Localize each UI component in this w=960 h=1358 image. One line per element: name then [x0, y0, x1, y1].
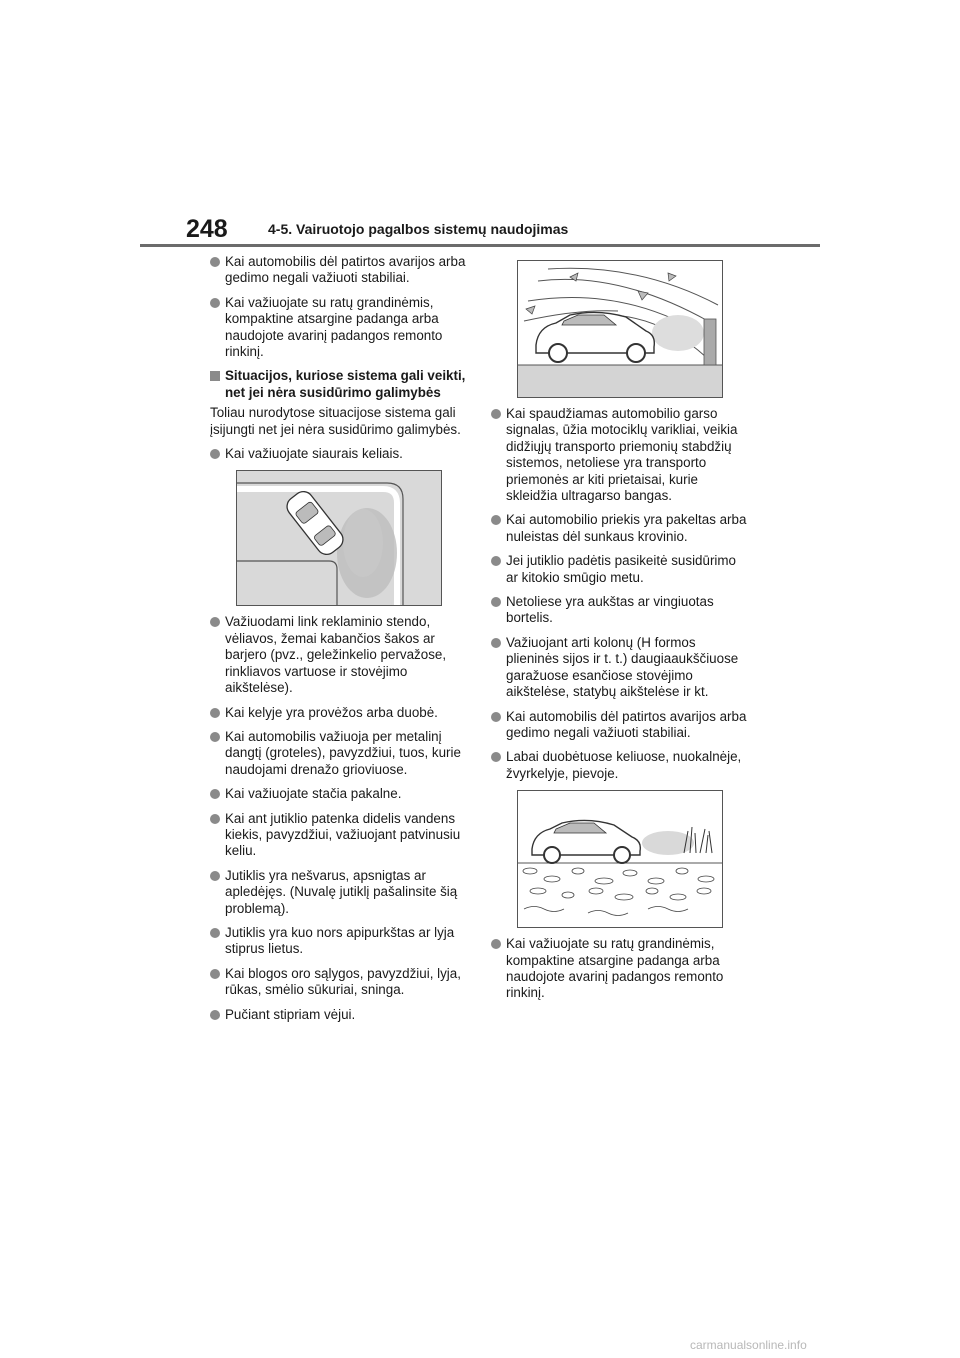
list-item: Kai ant jutiklio patenka didelis vandens kiekis, pavyzdžiui, važiuojant patvinusiu keliu. [210, 811, 472, 860]
list-item: Jei jutiklio padėtis pasikeitė susidūrimo ar kitokio smūgio metu. [491, 553, 751, 586]
page-number: 248 [186, 215, 228, 243]
subheading: Situacijos, kuriose sistema gali veikti, net jei nėra susidūrimo galimybės [210, 368, 472, 401]
bullet-dot-icon [491, 712, 501, 722]
list-item: Kai važiuojate stačia pakalne. [210, 786, 472, 802]
bullet-dot-icon [210, 928, 220, 938]
strong-wind-illustration [517, 260, 723, 398]
list-item: Važiuojant arti kolonų (H formos plieninės sijos ir t. t.) daugiaaukščiuose garažuose esančiose stovėjimo aikštelėse, statybų aikštelėse ir kt. [491, 635, 751, 701]
bullet-dot-icon [210, 871, 220, 881]
bullet-dot-icon [210, 298, 220, 308]
list-item: Kai spaudžiamas automobilio garso signalas, ūžia motociklų varikliai, veikia didžiųjų transporto priemonių stabdžių sistemos, netoliese yra transporto priemonės ar kiti prietaisai, kurie skleidžia ultragarso bangas. [491, 406, 751, 504]
list-item: Kai važiuojate su ratų grandinėmis, kompaktine atsargine padanga arba naudojote avarinį padangos remonto rinkinį. [491, 936, 751, 1002]
bullet-dot-icon [491, 409, 501, 419]
list-item: Kai važiuojate su ratų grandinėmis, kompaktine atsargine padanga arba naudojote avarinį padangos remonto rinkinį. [210, 295, 472, 361]
page-header [140, 214, 820, 248]
list-item: Jutiklis yra nešvarus, apsnigtas ar apledėjęs. (Nuvalę jutiklį pašalinsite šią problemą). [210, 868, 472, 917]
watermark: carmanualsonline.info [690, 1338, 807, 1352]
bullet-dot-icon [210, 732, 220, 742]
bullet-dot-icon [210, 257, 220, 267]
list-item: Netoliese yra aukštas ar vingiuotas bortelis. [491, 594, 751, 627]
bullet-dot-icon [491, 597, 501, 607]
list-item: Kai kelyje yra provėžos arba duobė. [210, 705, 472, 721]
section-title: 4-5. Vairuotojo pagalbos sistemų naudojimas [268, 221, 569, 237]
list-item: Kai blogos oro sąlygos, pavyzdžiui, lyja, rūkas, smėlio sūkuriai, sninga. [210, 966, 472, 999]
bullet-dot-icon [210, 814, 220, 824]
list-item: Kai automobilis dėl patirtos avarijos arba gedimo negali važiuoti stabiliai. [210, 254, 472, 287]
rough-road-illustration [517, 790, 723, 928]
header-rule [140, 244, 820, 247]
bullet-dot-icon [491, 515, 501, 525]
bullet-dot-icon [491, 556, 501, 566]
bullet-dot-icon [210, 449, 220, 459]
intro-paragraph: Toliau nurodytose situacijose sistema gali įsijungti net jei nėra susidūrimo galimybės. [210, 405, 461, 437]
bullet-dot-icon [210, 708, 220, 718]
list-item: Kai automobilio priekis yra pakeltas arba nuleistas dėl sunkaus krovinio. [491, 512, 751, 545]
left-column [210, 254, 472, 1031]
list-item: Jutiklis yra kuo nors apipurkštas ar lyja stiprus lietus. [210, 925, 472, 958]
narrow-road-illustration [236, 470, 442, 606]
subhead-square-icon [210, 371, 220, 381]
bullet-dot-icon [210, 617, 220, 627]
list-item: Labai duobėtuose keliuose, nuokalnėje, žvyrkelyje, pievoje. [491, 749, 751, 782]
list-item: Važiuodami link reklaminio stendo, vėliavos, žemai kabančios šakos ar barjero (pvz., geležinkelio pervažose, rinkliavos vartuose ir stovėjimo aikštelėse). [210, 614, 472, 696]
list-item: Kai važiuojate siaurais keliais. [210, 446, 472, 462]
bullet-dot-icon [491, 638, 501, 648]
bullet-dot-icon [491, 939, 501, 949]
right-column [491, 260, 751, 1010]
list-item: Kai automobilis važiuoja per metalinį dangtį (groteles), pavyzdžiui, tuos, kurie naudojami drenažo grioviuose. [210, 729, 472, 778]
list-item: Pučiant stipriam vėjui. [210, 1007, 472, 1023]
bullet-dot-icon [210, 789, 220, 799]
list-item: Kai automobilis dėl patirtos avarijos arba gedimo negali važiuoti stabiliai. [491, 709, 751, 742]
bullet-dot-icon [210, 969, 220, 979]
bullet-dot-icon [210, 1010, 220, 1020]
bullet-dot-icon [491, 752, 501, 762]
